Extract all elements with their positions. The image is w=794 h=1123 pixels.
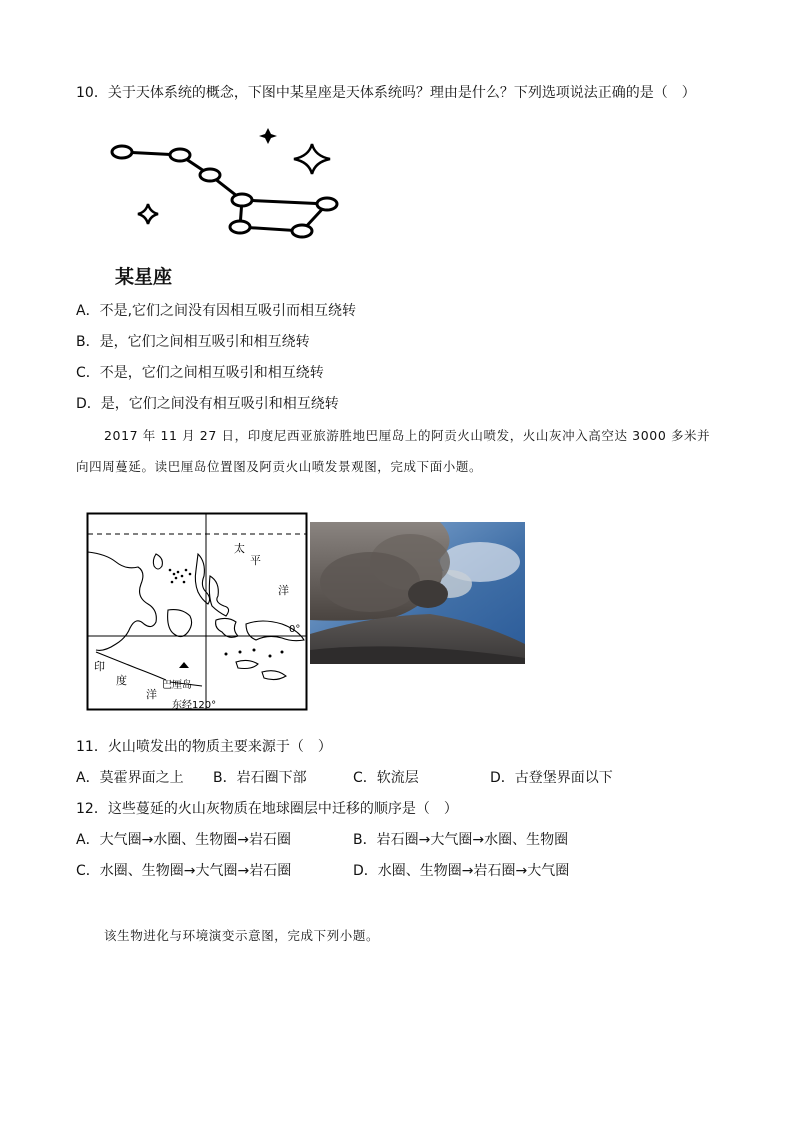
constellation-lines [122,152,327,231]
option-c: C．不是，它们之间相互吸引和相互绕转 [76,365,324,381]
map-label-equator: 0° [289,624,301,635]
q11-option-d: D．古登堡界面以下 [490,770,613,786]
bali-location-map [86,512,308,712]
star-outline-icon [138,204,158,224]
star-node [200,169,220,181]
star-node [232,194,252,206]
map-label-yang2: 洋 [146,688,157,701]
q12-option-a: A．大气圈→水圈、生物圈→岩石圈 [76,832,292,848]
passage-line-2: 向四周蔓延。读巴厘岛位置图及阿贡火山喷发景观图，完成下面小题。 [76,459,483,474]
star-node [292,225,312,237]
map-label-yang: 洋 [278,584,289,597]
q12-option-c: C．水圈、生物圈→大气圈→岩石圈 [76,863,292,879]
option-a: A．不是,它们之间没有因相互吸引而相互绕转 [76,303,357,319]
star-node [170,149,190,161]
map-label-du: 度 [116,674,127,687]
map-label-tai: 太 [234,542,245,555]
option-b: B．是，它们之间相互吸引和相互绕转 [76,334,310,350]
option-d: D．是，它们之间没有相互吸引和相互绕转 [76,396,339,412]
small-star-icon [259,128,277,144]
star-node [230,221,250,233]
q12-option-d: D．水圈、生物圈→岩石圈→大气圈 [353,863,570,879]
map-label-yin: 印 [94,660,105,673]
map-label-bali: 巴厘岛 [162,680,192,691]
q11-option-c: C．软流层 [353,770,419,786]
large-star-icon [294,144,330,174]
star-node [112,146,132,158]
q11-option-b: B．岩石圈下部 [213,770,307,786]
star-node [317,198,337,210]
next-section-intro: 该生物进化与环境演变示意图，完成下列小题。 [104,928,380,943]
map-label-ping: 平 [250,554,261,567]
question-12-stem: 12．这些蔓延的火山灰物质在地球圈层中迁移的顺序是（ ） [76,801,458,817]
volcano-photo [310,522,525,664]
figure-caption: 某星座 [115,266,173,288]
map-label-longitude: 东经120° [172,700,217,711]
q11-option-a: A．莫霍界面之上 [76,770,184,786]
question-11-stem: 11．火山喷发出的物质主要来源于（ ） [76,739,332,755]
q12-option-b: B．岩石圈→大气圈→水圈、生物圈 [353,832,569,848]
question-10-stem: 10．关于天体系统的概念，下图中某星座是天体系统吗？理由是什么？下列选项说法正确的是（ ） [76,85,696,101]
passage-line-1: 2017 年 11 月 27 日，印度尼西亚旅游胜地巴厘岛上的阿贡火山喷发，火山灰冲入高空达 3000 多米并 [104,428,711,443]
constellation-figure [100,122,360,242]
